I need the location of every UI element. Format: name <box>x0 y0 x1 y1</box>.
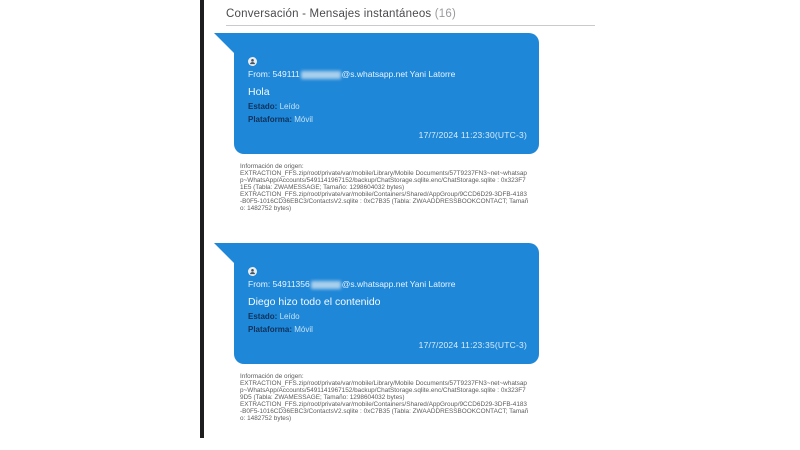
message-text: Hola <box>248 86 270 98</box>
from-prefix: From: 549111 <box>248 69 300 79</box>
message-timestamp: 17/7/2024 11:23:30(UTC-3) <box>418 130 527 140</box>
platform-value: Móvil <box>294 115 313 124</box>
source-path: EXTRACTION_FFS.zip/root/private/var/mobile/Containers/Shared/AppGroup/9CCD6D29-3DFB-4183-B0F5-1016CD36EBC3/ContactsV2.sqlite : 0xC7B35 (Tabla: ZWAADDRESSBOOKCONTACT; Tamaño: 1482752 bytes) <box>240 401 529 422</box>
section-header <box>226 0 599 20</box>
chat-bubble <box>234 243 539 364</box>
section-title: Conversación - Mensajes instantáneos <box>226 8 432 20</box>
source-info <box>240 373 529 422</box>
message-text: Diego hizo todo el contenido <box>248 296 381 308</box>
header-divider <box>226 25 595 26</box>
from-prefix: From: 54911356 <box>248 279 310 289</box>
status-line <box>248 102 527 111</box>
contact-avatar-icon <box>248 267 257 276</box>
from-suffix: @s.whatsapp.net Yani Latorre <box>341 279 456 289</box>
platform-line <box>248 115 527 124</box>
page-edge-bar <box>200 0 204 438</box>
from-suffix: @s.whatsapp.net Yani Latorre <box>341 69 456 79</box>
status-line <box>248 312 527 321</box>
platform-line <box>248 325 527 334</box>
report-content <box>214 0 599 422</box>
redacted-phone <box>301 71 341 79</box>
bubble-tail <box>214 33 234 53</box>
from-line <box>248 279 527 289</box>
chat-bubble <box>234 33 539 154</box>
platform-value: Móvil <box>294 325 313 334</box>
status-value: Leído <box>279 102 300 111</box>
status-label: Estado: <box>248 312 278 321</box>
platform-label: Plataforma: <box>248 325 293 334</box>
source-info-title: Información de origen: <box>240 163 304 170</box>
from-line <box>248 69 527 79</box>
platform-label: Plataforma: <box>248 115 293 124</box>
contact-avatar-icon <box>248 57 257 66</box>
message-block <box>214 33 599 212</box>
status-label: Estado: <box>248 102 278 111</box>
source-path: EXTRACTION_FFS.zip/root/private/var/mobile/Library/Mobile Documents/57T9237FN3~net~whatsapp~WhatsApp/Accounts/5491141967152/backup/ChatStorage.sqlite.enc/ChatStorage.sqlite : 0x323F71E5 (Tabla: ZWAMESSAGE; Tamaño: 1298604032 bytes) <box>240 170 527 191</box>
status-value: Leído <box>279 312 300 321</box>
source-path: EXTRACTION_FFS.zip/root/private/var/mobile/Library/Mobile Documents/57T9237FN3~net~whatsapp~WhatsApp/Accounts/5491141967152/backup/ChatStorage.sqlite.enc/ChatStorage.sqlite : 0x323F79D5 (Tabla: ZWAMESSAGE; Tamaño: 1298604032 bytes) <box>240 380 527 401</box>
message-count-badge: (16) <box>434 8 457 20</box>
bubble-tail <box>214 243 234 263</box>
source-info-title: Información de origen: <box>240 373 304 380</box>
message-block <box>214 243 599 422</box>
source-info <box>240 163 529 212</box>
message-timestamp: 17/7/2024 11:23:35(UTC-3) <box>418 340 527 350</box>
redacted-phone <box>311 281 341 289</box>
source-path: EXTRACTION_FFS.zip/root/private/var/mobile/Containers/Shared/AppGroup/9CCD6D29-3DFB-4183-B0F5-1016CD36EBC3/ContactsV2.sqlite : 0xC7B35 (Tabla: ZWAADDRESSBOOKCONTACT; Tamaño: 1482752 bytes) <box>240 191 529 212</box>
